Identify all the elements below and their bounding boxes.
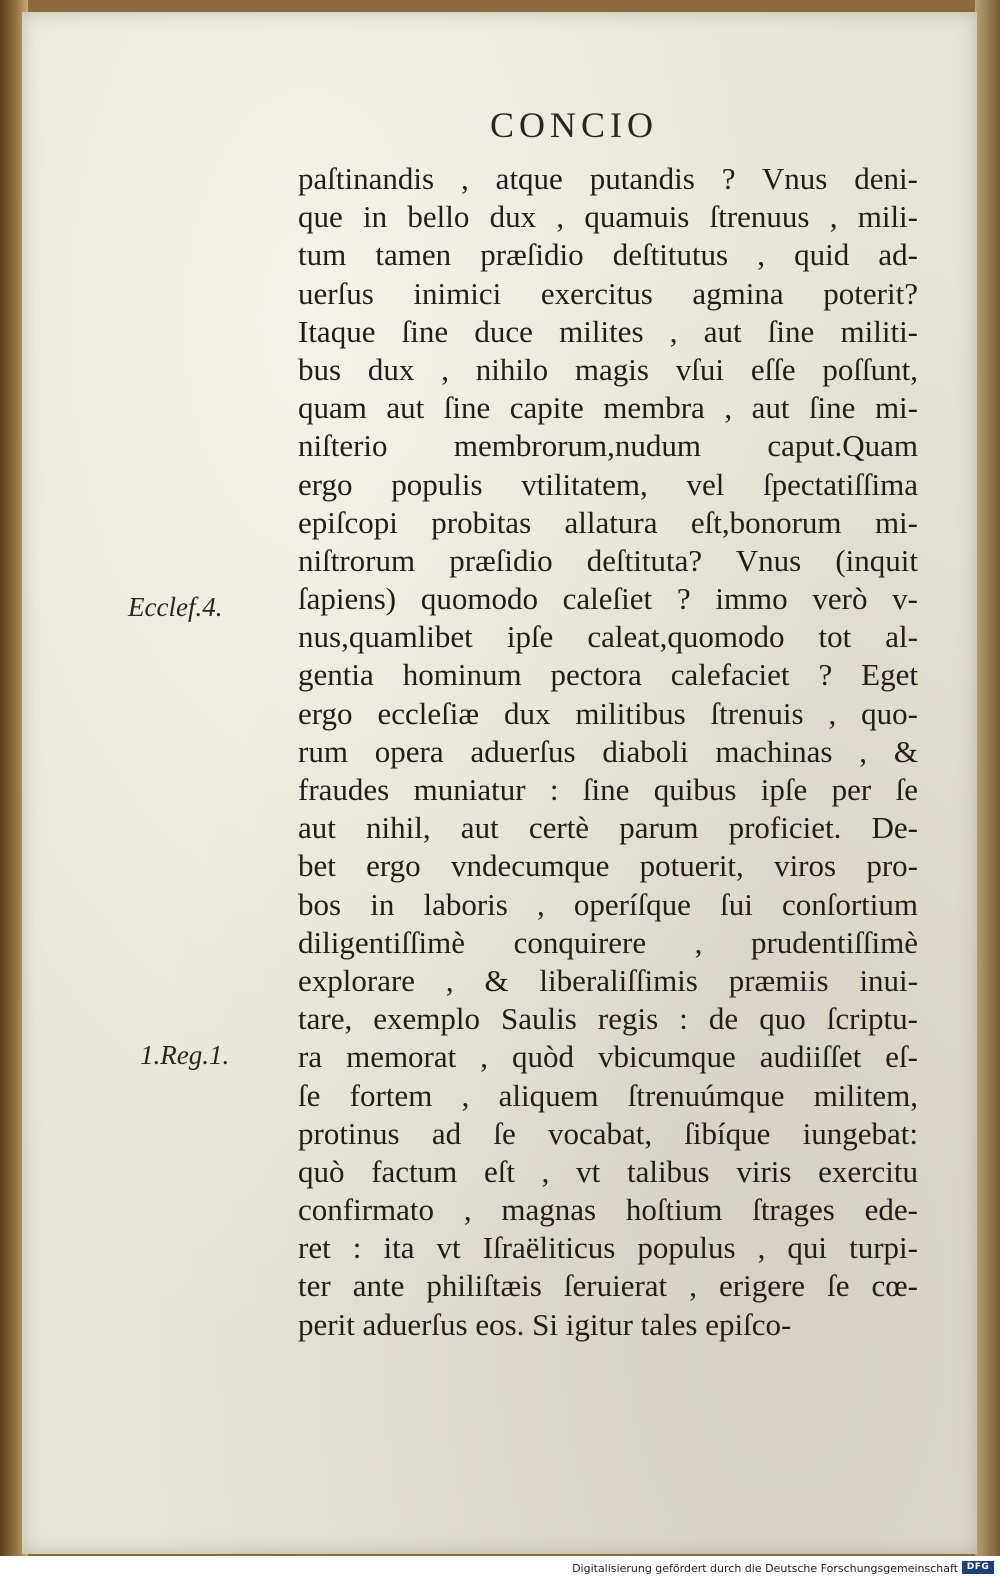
text-line: quam aut ſine capite membra , aut ſine mi- [298,390,918,426]
text-line: protinus ad ſe vocabat, ſibíque iungebat: [298,1115,918,1151]
text-line: ret : ita vt Iſraëliticus populus , qui turpi- [298,1230,918,1266]
text-line: diligentiſſimè conquirere , prudentiſſimè [298,924,918,960]
text-line: gentia hominum pectora calefaciet ? Eget [298,657,918,693]
text-line: confirmato , magnas hoſtium ſtrages ede- [298,1192,918,1228]
text-line: perit aduerſus eos. Si igitur tales epiſco- [298,1306,792,1342]
text-line: niſtrorum præſidio deſtituta? Vnus (inquit [298,542,918,578]
text-line: Itaque ſine duce milites , aut ſine militi- [298,313,918,349]
text-line: tare, exemplo Saulis regis : de quo ſcriptu- [298,1001,918,1037]
dfg-logo: DFG [962,1561,994,1574]
marginal-note-ecclesiastes: Ecclef.4. [128,592,223,622]
text-line: fraudes muniatur : ſine quibus ipſe per ſe [298,772,918,807]
text-line: ergo populis vtilitatem, vel ſpectatiſſima [298,466,918,502]
body-text [298,160,918,1344]
text-line: bus dux , nihilo magis vſui eſſe poſſunt, [298,351,918,387]
text-line: ter ante philiſtæis ſeruierat , erigere ſe cœ- [298,1268,918,1304]
marginal-note-reges: 1.Reg.1. [140,1040,230,1070]
text-line: ra memorat , quòd vbicumque audiiſſet eſ- [298,1039,918,1075]
running-head: CONCIO [490,105,659,145]
text-line: bos in laboris , operíſque ſui conſortium [298,886,918,922]
text-line: niſterio membrorum,nudum caput.Quam [298,428,918,464]
text-line: quò factum eſt , vt talibus viris exercitu [298,1153,918,1189]
text-line: epiſcopi probitas allatura eſt,bonorum mi- [298,504,918,540]
text-line: explorare , & liberaliſſimis præmiis inui- [298,962,918,998]
text-line: ſe fortem , aliquem ſtrenuúmque militem, [298,1077,918,1113]
text-line: rum opera aduerſus diaboli machinas , & [298,733,918,769]
text-line: aut nihil, aut certè parum proficiet. De- [298,810,918,846]
text-line: ſapiens) quomodo caleſiet ? immo verò v- [298,581,918,617]
text-line: uerſus inimici exercitus agmina poterit? [298,275,918,311]
text-line: tum tamen præſidio deſtitutus , quid ad- [298,237,918,273]
text-line: ergo eccleſiæ dux militibus ſtrenuis , quo- [298,695,918,731]
text-line: nus,quamlibet ipſe caleat,quomodo tot al- [298,619,918,655]
page-fore-edge [975,0,1000,1580]
text-line: bet ergo vndecumque potuerit, viros pro- [298,848,918,884]
funding-credit: Digitalisierung gefördert durch die Deutsche Forschungsgemeinschaft [572,1562,958,1575]
text-line: que in bello dux , quamuis ſtrenuus , mili- [298,199,918,235]
text-line: paſtinandis , atque putandis ? Vnus deni- [298,161,918,196]
